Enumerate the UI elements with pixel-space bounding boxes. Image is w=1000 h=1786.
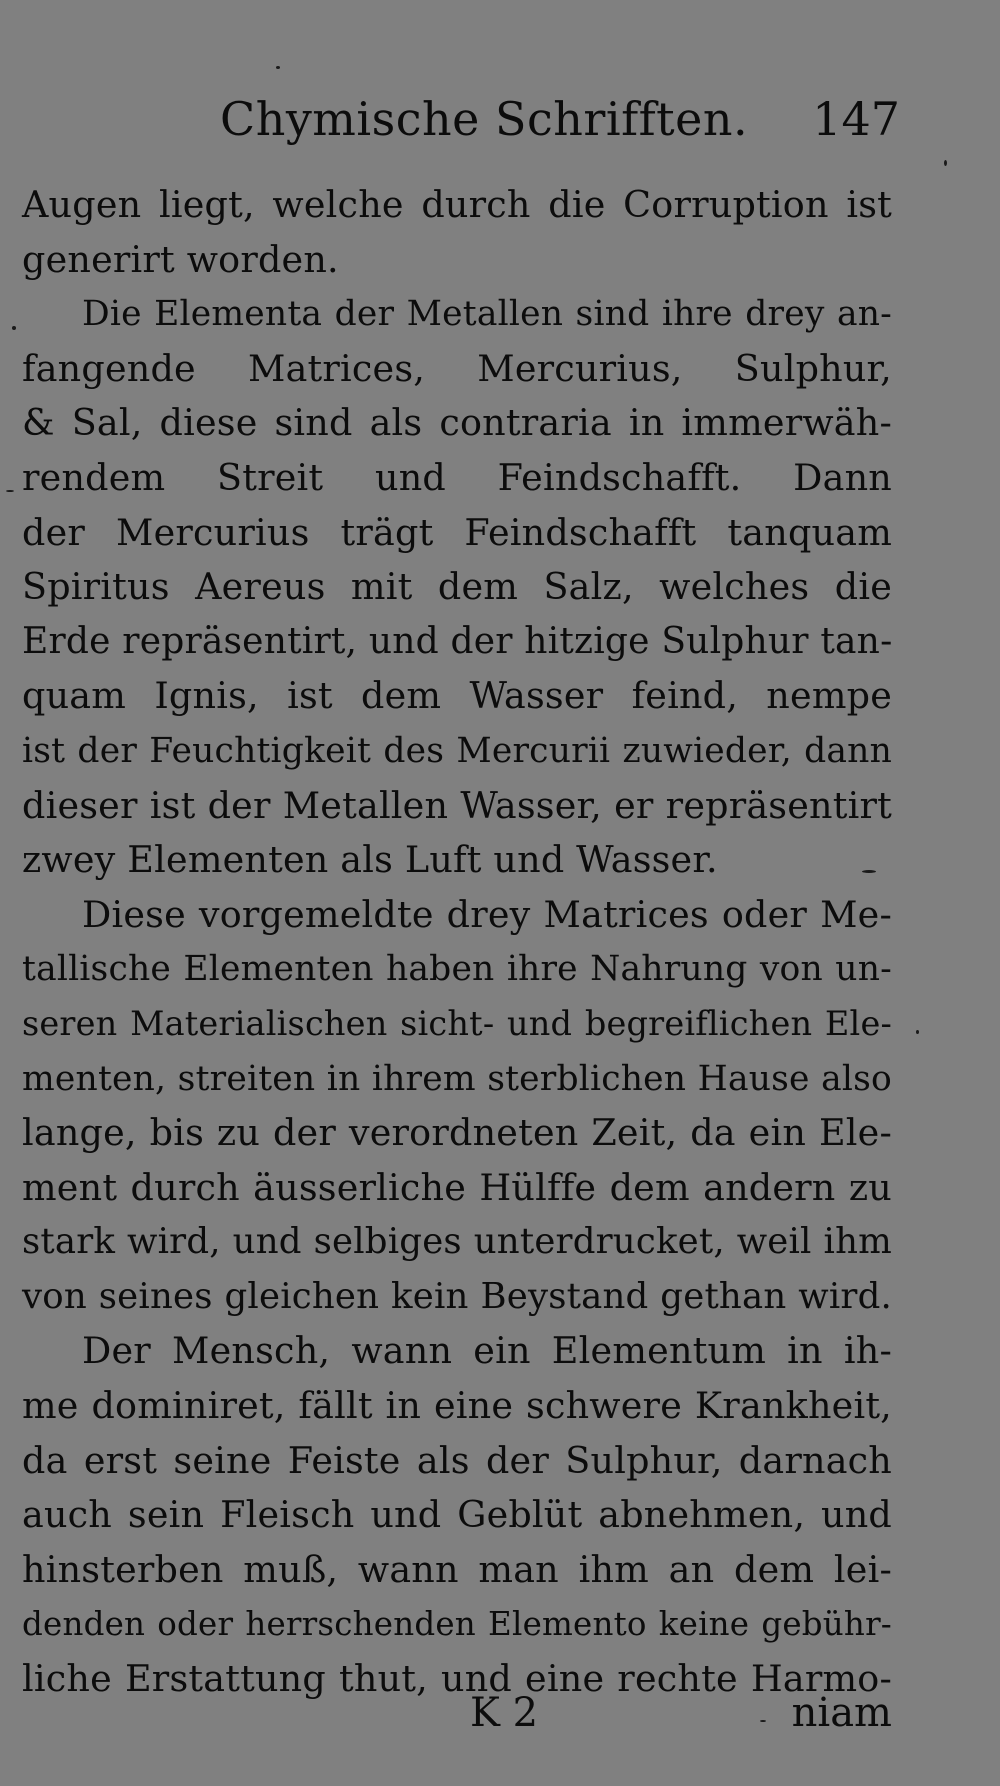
scan-speck (944, 160, 947, 166)
text-line: denden oder herrschenden Elemento keine gebühr- (22, 1605, 892, 1644)
text-line: menten, streiten in ihrem sterblichen Hause also (22, 1058, 892, 1099)
paragraph-start-line: Die Elementa der Metallen sind ihre drey an- (82, 294, 892, 335)
scan-speck (760, 1720, 766, 1722)
text-line: lange, bis zu der verordneten Zeit, da ein Ele- (22, 1111, 892, 1155)
text-line: Augen liegt, welche durch die Corruption ist (22, 183, 892, 226)
catchword: niam (791, 1690, 892, 1736)
page-footer (0, 1690, 1000, 1750)
running-title: Chymische Schrifften. (220, 92, 749, 146)
text-line: zwey Elementen als Luft und Wasser. (22, 838, 718, 882)
scan-speck (12, 326, 16, 330)
scan-speck (916, 1030, 919, 1034)
text-line: tallische Elementen haben ihre Nahrung von un- (22, 949, 892, 990)
paragraph-start-line: Diese vorgemeldte drey Matrices oder Me- (82, 892, 892, 936)
text-line: auch sein Fleisch und Geblüt abnehmen, und (22, 1493, 892, 1537)
paragraph-start-line: Der Mensch, wann ein Elementum in ih- (82, 1329, 892, 1373)
page-header (220, 92, 900, 152)
text-line: rendem Streit und Feindschafft. Dann (22, 455, 892, 499)
text-line: generirt worden. (22, 237, 339, 281)
scan-speck (862, 870, 876, 873)
signature-mark: K 2 (470, 1690, 539, 1736)
text-line: fangende Matrices, Mercurius, Sulphur, (22, 346, 892, 390)
text-line: ist der Feuchtigkeit des Mercurii zuwieder, dann (22, 730, 892, 771)
text-line: me dominiret, fällt in eine schwere Krankheit, (22, 1384, 892, 1428)
text-line: quam Ignis, ist dem Wasser feind, nempe (22, 674, 892, 718)
text-line: ment durch äusserliche Hülffe dem andern zu (22, 1165, 892, 1209)
text-line: seren Materialischen sicht- und begreiflichen Ele- (22, 1003, 892, 1043)
scan-speck (276, 66, 280, 69)
text-line: der Mercurius trägt Feindschafft tanquam (22, 510, 892, 554)
text-line: & Sal, diese sind als contraria in immerwäh- (22, 401, 892, 445)
page-number: 147 (812, 92, 900, 146)
text-line: dieser ist der Metallen Wasser, er repräsentirt (22, 783, 892, 827)
text-line: Erde repräsentirt, und der hitzige Sulphur tan- (22, 620, 893, 662)
text-line: von seines gleichen kein Beystand gethan wird. (22, 1275, 892, 1317)
text-line: liche Erstattung thut, und eine rechte Harmo- (22, 1657, 892, 1701)
text-line: da erst seine Feiste als der Sulphur, darnach (22, 1438, 892, 1482)
text-line: Spiritus Aereus mit dem Salz, welches die (22, 565, 892, 609)
body-text (22, 178, 892, 1707)
scan-speck (6, 490, 14, 492)
text-line: stark wird, und selbiges unterdrucket, weil ihm (22, 1221, 892, 1263)
text-line: hinsterben muß, wann man ihm an dem lei- (22, 1547, 892, 1591)
